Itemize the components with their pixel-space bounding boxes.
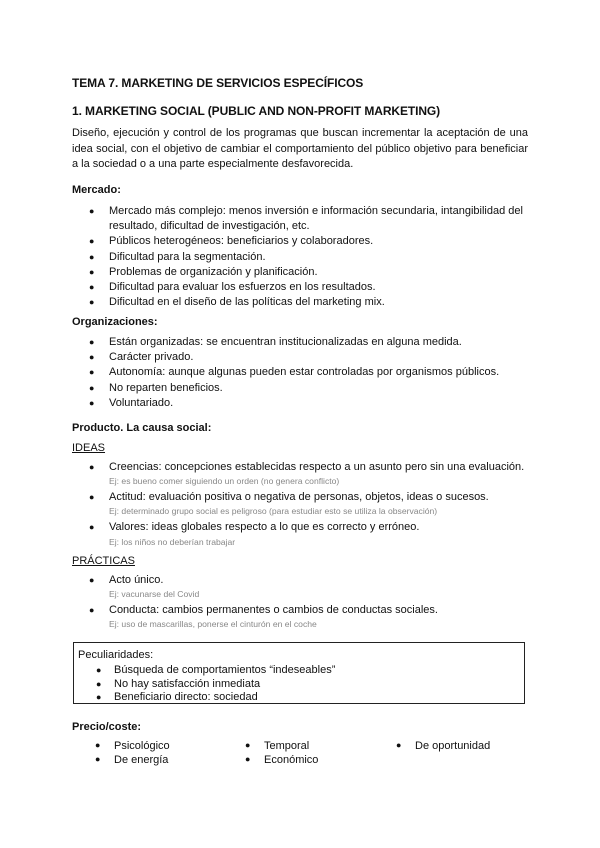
example-note: Ej: determinado grupo social es peligroso (para estudiar esto se utiliza la observación) xyxy=(109,506,438,517)
example-note: Ej: los niños no deberían trabajar xyxy=(109,536,236,547)
bullet-icon: ● xyxy=(89,522,95,533)
peculiaridades-title: Peculiaridades: xyxy=(78,649,154,661)
ideas-list xyxy=(72,460,526,551)
bullet-icon: ● xyxy=(95,754,101,764)
intro-paragraph: Diseño, ejecución y control de los programas que buscan incrementar la aceptación de una idea social, con el objetivo de cambiar el comportamiento del público objetivo para beneficiar a la sociedad o a una parte especialmente desfavorecida. xyxy=(72,127,528,170)
bullet-icon: ● xyxy=(89,575,95,585)
bullet-icon: ● xyxy=(245,754,251,764)
example-note: Ej: es bueno comer siguiendo un orden (no genera conflicto) xyxy=(109,476,340,487)
list-item: ● Están organizadas: se encuentran institucionalizadas en alguna medida. xyxy=(72,335,526,350)
peculiaridades-list xyxy=(74,664,335,705)
list-item: ● Mercado más complejo: menos inversión e información secundaria, intangibilidad del resultado, dificultad de investigación, etc. xyxy=(89,205,523,233)
list-item: ● Temporal xyxy=(245,740,310,752)
list-item: ● No reparten beneficios. xyxy=(72,381,526,396)
bullet-icon: ● xyxy=(89,236,95,247)
list-item: ● Económico xyxy=(245,754,319,766)
list-item: ● Búsqueda de comportamientos “indeseables” xyxy=(96,664,336,676)
list-item: ● De oportunidad xyxy=(396,740,491,752)
list-item: ● Autonomía: aunque algunas pueden estar controladas por organismos públicos. xyxy=(72,365,526,380)
bullet-icon: ● xyxy=(96,678,102,689)
bullet-icon: ● xyxy=(89,206,95,216)
peculiaridades-box xyxy=(73,642,525,704)
ideas-heading: IDEAS xyxy=(72,442,106,454)
bullet-icon: ● xyxy=(89,266,95,277)
bullet-icon: ● xyxy=(89,352,95,363)
mercado-list xyxy=(72,204,526,310)
mercado-label: Mercado: xyxy=(72,184,121,196)
section-heading: 1. MARKETING SOCIAL (PUBLIC AND NON-PROFIT MARKETING) xyxy=(72,104,441,118)
bullet-icon: ● xyxy=(89,462,95,472)
bullet-icon: ● xyxy=(396,740,402,750)
practicas-list xyxy=(72,573,526,633)
document-title: TEMA 7. MARKETING DE SERVICIOS ESPECÍFICOS xyxy=(72,76,364,90)
list-item: ● Públicos heterogéneos: beneficiarios y colaboradores. xyxy=(72,234,526,249)
bullet-icon: ● xyxy=(89,337,95,347)
example-note: Ej: uso de mascarillas, ponerse el cinturón en el coche xyxy=(109,619,317,630)
bullet-icon: ● xyxy=(89,251,95,262)
list-item: ● Beneficiario directo: sociedad xyxy=(96,691,258,703)
producto-label: Producto. La causa social: xyxy=(72,422,212,434)
bullet-icon: ● xyxy=(89,492,95,503)
bullet-icon: ● xyxy=(89,397,95,408)
list-item: ● Actitud: evaluación positiva o negativa de personas, objetos, ideas o sucesos. Ej: determinado grupo social es peligroso (para estudiar esto se utiliza la observación) xyxy=(72,490,526,518)
organizaciones-list xyxy=(72,335,526,411)
bullet-icon: ● xyxy=(89,282,95,293)
bullet-icon: ● xyxy=(89,297,95,308)
bullet-icon: ● xyxy=(96,692,102,702)
bullet-icon: ● xyxy=(89,382,95,393)
example-note: Ej: vacunarse del Covid xyxy=(109,589,200,600)
bullet-icon: ● xyxy=(89,605,95,616)
list-item: ● Conducta: cambios permanentes o cambios de conductas sociales. Ej: uso de mascarillas, ponerse el cinturón en el coche xyxy=(72,603,526,631)
practicas-heading: PRÁCTICAS xyxy=(72,555,135,567)
bullet-icon: ● xyxy=(245,740,251,750)
precio-label: Precio/coste: xyxy=(72,721,142,733)
list-item: ● Carácter privado. xyxy=(72,350,526,365)
list-item: ● No hay satisfacción inmediata xyxy=(96,677,261,690)
bullet-icon: ● xyxy=(89,367,95,378)
list-item: ● Dificultad para la segmentación. xyxy=(72,250,526,265)
list-item: ● De energía xyxy=(95,754,169,766)
list-item: ● Acto único. Ej: vacunarse del Covid xyxy=(72,573,526,601)
list-item: ● Dificultad para evaluar los esfuerzos en los resultados. xyxy=(72,280,526,295)
list-item: ● Valores: ideas globales respecto a lo que es correcto y erróneo. Ej: los niños no deberían trabajar xyxy=(72,520,526,548)
bullet-icon: ● xyxy=(96,665,102,675)
list-item: ● Creencias: concepciones establecidas respecto a un asunto pero sin una evaluación. Ej: es bueno comer siguiendo un orden (no genera conflicto) xyxy=(89,461,525,487)
bullet-icon: ● xyxy=(95,740,101,750)
list-item: ● Problemas de organización y planificación. xyxy=(72,265,526,280)
list-item: ● Psicológico xyxy=(95,740,170,752)
list-item: ● Dificultad en el diseño de las políticas del marketing mix. xyxy=(72,295,526,310)
organizaciones-label: Organizaciones: xyxy=(72,316,158,328)
list-item: ● Voluntariado. xyxy=(72,396,526,411)
